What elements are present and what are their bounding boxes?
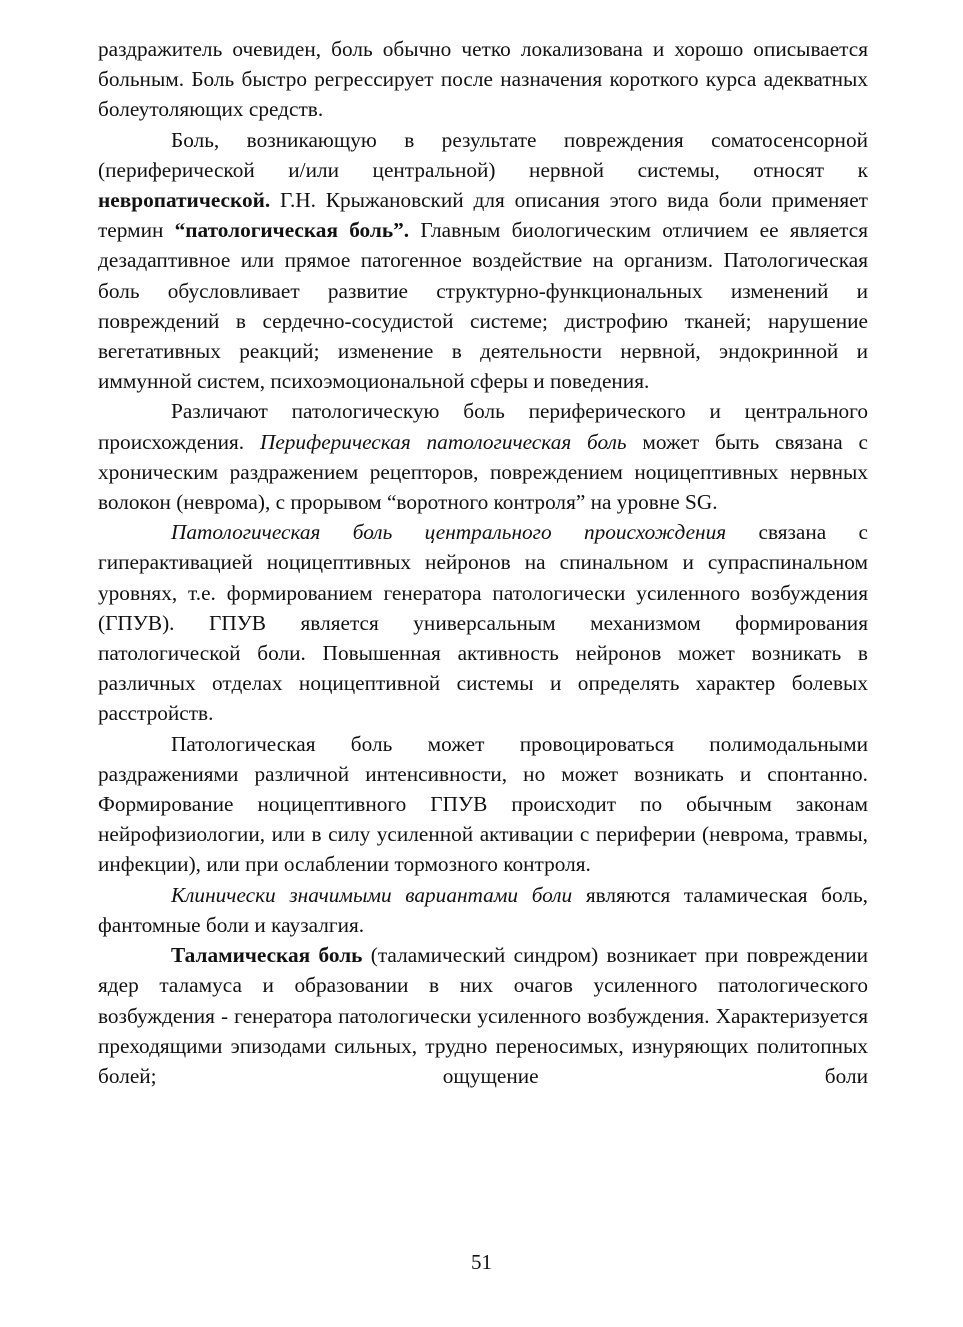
paragraph — [98, 880, 868, 940]
page-body — [98, 34, 868, 1091]
text-run: связана с гиперактивацией ноцицептивных нейронов на спинальном и супраспинальном уровнях, т.е. формированием генератора патологически усиленного возбуждения (ГПУВ). ГПУВ является универсальным механизмом формирования патологической боли. Повышенная активность нейронов может возникать в различных отделах ноцицептивной системы и определять характер болевых расстройств. — [98, 520, 868, 726]
paragraph — [98, 729, 868, 880]
paragraph — [98, 940, 868, 1091]
text-run: Патологическая боль может провоцироваться полимодальными раздражениями различной интенсивности, но может возникать и спонтанно. Формирование ноцицептивного ГПУВ происходит по обычным законам нейрофизиологии, или в силу усиленной активации с периферии (неврома, травмы, инфекции), или при ослаблении тормозного контроля. — [98, 731, 868, 877]
text-run: являются таламическая боль, фантомные боли и каузалгия. — [98, 882, 868, 937]
italic-term: Клинически значимыми вариантами боли — [171, 882, 573, 907]
italic-term: Патологическая боль центрального происхождения — [171, 520, 727, 545]
text-run: Г.Н. Крыжановский для описания этого вида боли применяет термин — [98, 188, 868, 243]
paragraph — [98, 34, 868, 125]
paragraph — [98, 396, 868, 517]
paragraph — [98, 517, 868, 728]
page-number: 51 — [471, 1250, 492, 1274]
text-run: Боль, возникающую в результате повреждения соматосенсорной (периферической и/или центральной) нервной системы, относят к — [98, 127, 868, 182]
text-run: раздражитель очевиден, боль обычно четко локализована и хорошо описывается больным. Боль быстро регрессирует после назначения короткого курса адекватных болеутоляющих средств. — [98, 37, 868, 122]
italic-term: Периферическая патологическая боль — [259, 429, 627, 454]
text-run: (таламический синдром) возникает при повреждении ядер таламуса и образовании в них очагов усиленного патологического возбуждения - генератора патологически усиленного возбуждения. Характеризуется преходящими эпизодами сильных, трудно переносимых, изнуряющих политопных болей; ощущение боли — [98, 943, 868, 1088]
text-run: Различают патологическую боль периферического и центрального происхождения. — [98, 399, 868, 454]
text-run: Главным биологическим отличием ее является дезадаптивное или прямое патогенное воздействие на организм. Патологическая боль обусловливает развитие структурно-функциональных изменений и повреждений в сердечно-сосудистой системе; дистрофию тканей; нарушение вегетативных реакций; изменение в деятельности нервной, эндокринной и иммунной систем, психоэмоциональной сферы и поведения. — [98, 218, 869, 394]
paragraph — [98, 125, 868, 397]
text-run: может быть связана с хроническим раздражением рецепторов, повреждением ноцицептивных нервных волокон (неврома), с прорывом “воротного контроля” на уровне SG. — [98, 429, 868, 515]
bold-term: невропатической. — [98, 188, 271, 213]
bold-term: “патологическая боль”. — [174, 218, 410, 243]
bold-term: Таламическая боль — [171, 943, 363, 968]
